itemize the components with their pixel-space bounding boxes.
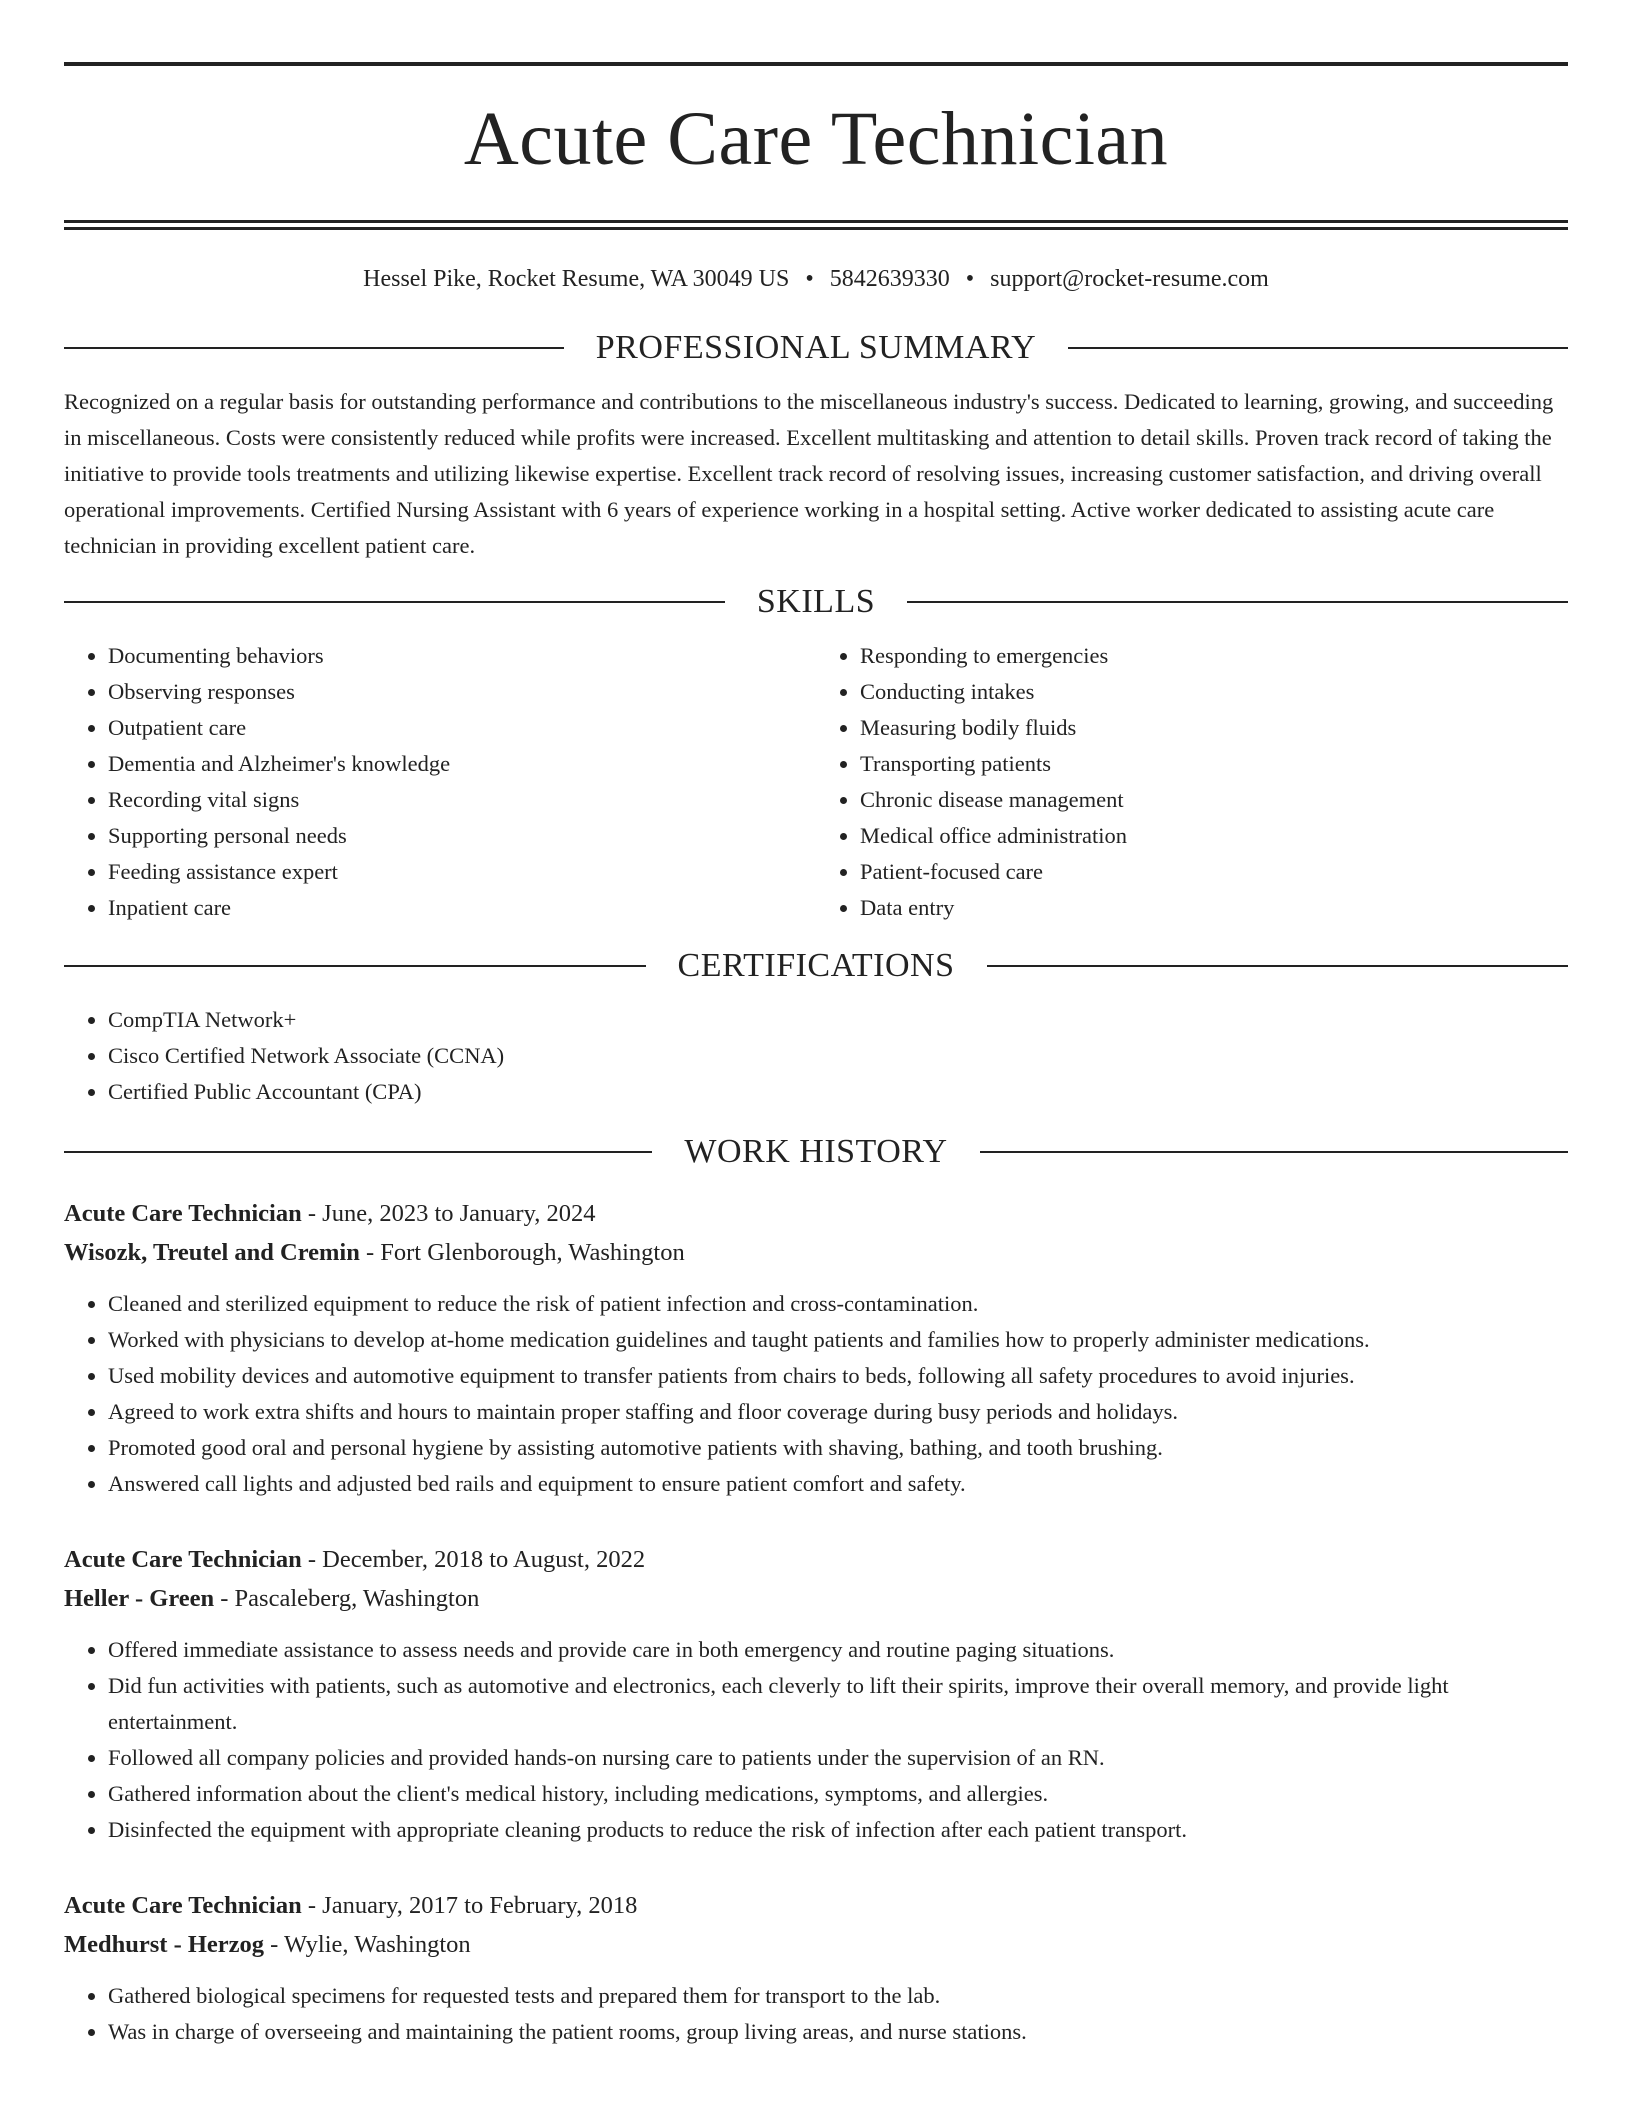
skill-item: • Supporting personal needs (108, 818, 816, 854)
page-title: Acute Care Technician (463, 97, 1169, 181)
skills-column-left (64, 638, 816, 926)
skills-heading (64, 582, 1568, 622)
job-duty-item: • Agreed to work extra shifts and hours to maintain proper staffing and floor coverage during busy periods and holidays. (108, 1394, 1568, 1430)
summary-text: Recognized on a regular basis for outstanding performance and contributions to the miscellaneous industry's success. Dedicated to learning, growing, and succeeding in miscellaneous. Costs were consistently reduced while profits were increased. Excellent multitasking and attention to detail skills. Proven track record of taking the initiative to provide tools treatments and utilizing likewise expertise. Excellent track record of resolving issues, increasing customer satisfaction, and driving overall operational improvements. Certified Nursing Assistant with 6 years of experience working in a hospital setting. Active worker dedicated to assisting acute care technician in providing excellent patient care. (64, 389, 1554, 558)
divider (64, 347, 564, 349)
certifications-list (64, 1002, 1568, 1110)
job-company-line (64, 1579, 1568, 1618)
job-dates: - June, 2023 to January, 2024 (301, 1200, 596, 1227)
skill-item: • Outpatient care (108, 710, 816, 746)
job-duty-item: • Did fun activities with patients, such as automotive and electronics, each cleverly to lift their spirits, improve their overall memory, and provide light entertainment. (108, 1668, 1568, 1740)
skill-item: • Medical office administration (860, 818, 1568, 854)
job-location: - Fort Glenborough, Washington (359, 1239, 685, 1266)
certification-item: • CompTIA Network+ (108, 1002, 1568, 1038)
certification-item: • Certified Public Accountant (CPA) (108, 1074, 1568, 1110)
job-duties-list (64, 1286, 1568, 1502)
job-company-line (64, 1233, 1568, 1272)
divider (1068, 347, 1568, 349)
divider (64, 965, 646, 967)
job-title-line (64, 1886, 1568, 1925)
skill-item: • Inpatient care (108, 890, 816, 926)
job-company: Medhurst - Herzog (64, 1931, 265, 1958)
job-duty-item: • Gathered biological specimens for requested tests and prepared them for transport to the lab. (108, 1978, 1568, 2014)
divider (987, 965, 1569, 967)
skill-item: • Conducting intakes (860, 674, 1568, 710)
address: Hessel Pike, Rocket Resume, WA 30049 US (363, 266, 790, 292)
job-duty-item: • Was in charge of overseeing and maintaining the patient rooms, group living areas, and nurse stations. (108, 2014, 1568, 2050)
skill-item: • Feeding assistance expert (108, 854, 816, 890)
job-location: - Pascaleberg, Washington (214, 1585, 480, 1612)
job-title-line (64, 1540, 1568, 1579)
job-title: Acute Care Technician (64, 1200, 302, 1227)
contact-separator: • (965, 266, 975, 292)
divider (64, 1151, 652, 1153)
divider (907, 601, 1568, 603)
work-heading (64, 1132, 1568, 1172)
skill-item: • Measuring bodily fluids (860, 710, 1568, 746)
job-duties-list (64, 1978, 1568, 2050)
job-entry (64, 1194, 1568, 1502)
job-title: Acute Care Technician (64, 1546, 302, 1573)
certification-item: • Cisco Certified Network Associate (CCNA) (108, 1038, 1568, 1074)
divider (64, 601, 725, 603)
job-location: - Wylie, Washington (264, 1931, 471, 1958)
title-block (64, 62, 1568, 230)
skill-item: • Dementia and Alzheimer's knowledge (108, 746, 816, 782)
skill-item: • Data entry (860, 890, 1568, 926)
summary-title: PROFESSIONAL SUMMARY (595, 329, 1037, 366)
email: support@rocket-resume.com (990, 266, 1269, 292)
skill-item: • Patient-focused care (860, 854, 1568, 890)
job-duty-item: • Used mobility devices and automotive equipment to transfer patients from chairs to beds, following all safety procedures to avoid injuries. (108, 1358, 1568, 1394)
work-history (64, 1194, 1568, 2050)
job-title-line (64, 1194, 1568, 1233)
work-title: WORK HISTORY (684, 1133, 948, 1170)
job-entry (64, 1886, 1568, 2050)
skill-item: • Chronic disease management (860, 782, 1568, 818)
contact-line (64, 264, 1568, 294)
skill-item: • Documenting behaviors (108, 638, 816, 674)
skill-item: • Transporting patients (860, 746, 1568, 782)
certifications-title: CERTIFICATIONS (677, 947, 955, 984)
divider (980, 1151, 1568, 1153)
job-company: Heller - Green (64, 1585, 215, 1612)
job-duty-item: • Disinfected the equipment with appropriate cleaning products to reduce the risk of infection after each patient transport. (108, 1812, 1568, 1848)
certifications-heading (64, 946, 1568, 986)
skills-title: SKILLS (756, 583, 876, 620)
skills-list (64, 638, 1568, 926)
skill-item: • Observing responses (108, 674, 816, 710)
job-entry (64, 1540, 1568, 1848)
job-duties-list (64, 1632, 1568, 1848)
skill-item: • Responding to emergencies (860, 638, 1568, 674)
job-duty-item: • Promoted good oral and personal hygiene by assisting automotive patients with shaving, bathing, and tooth brushing. (108, 1430, 1568, 1466)
resume-page (64, 62, 1568, 2050)
job-duty-item: • Offered immediate assistance to assess needs and provide care in both emergency and routine paging situations. (108, 1632, 1568, 1668)
job-company: Wisozk, Treutel and Cremin (64, 1239, 360, 1266)
job-duty-item: • Cleaned and sterilized equipment to reduce the risk of patient infection and cross-contamination. (108, 1286, 1568, 1322)
job-duty-item: • Answered call lights and adjusted bed rails and equipment to ensure patient comfort and safety. (108, 1466, 1568, 1502)
skills-column-right (816, 638, 1568, 926)
phone: 5842639330 (829, 266, 950, 292)
job-duty-item: • Gathered information about the client's medical history, including medications, symptoms, and allergies. (108, 1776, 1568, 1812)
job-company-line (64, 1925, 1568, 1964)
skill-item: • Recording vital signs (108, 782, 816, 818)
contact-separator: • (805, 266, 814, 292)
job-title: Acute Care Technician (64, 1892, 302, 1919)
job-dates: - January, 2017 to February, 2018 (301, 1892, 638, 1919)
summary-heading (64, 328, 1568, 368)
job-duty-item: • Worked with physicians to develop at-home medication guidelines and taught patients and families how to properly administer medications. (108, 1322, 1568, 1358)
job-duty-item: • Followed all company policies and provided hands-on nursing care to patients under the supervision of an RN. (108, 1740, 1568, 1776)
job-dates: - December, 2018 to August, 2022 (301, 1546, 646, 1573)
